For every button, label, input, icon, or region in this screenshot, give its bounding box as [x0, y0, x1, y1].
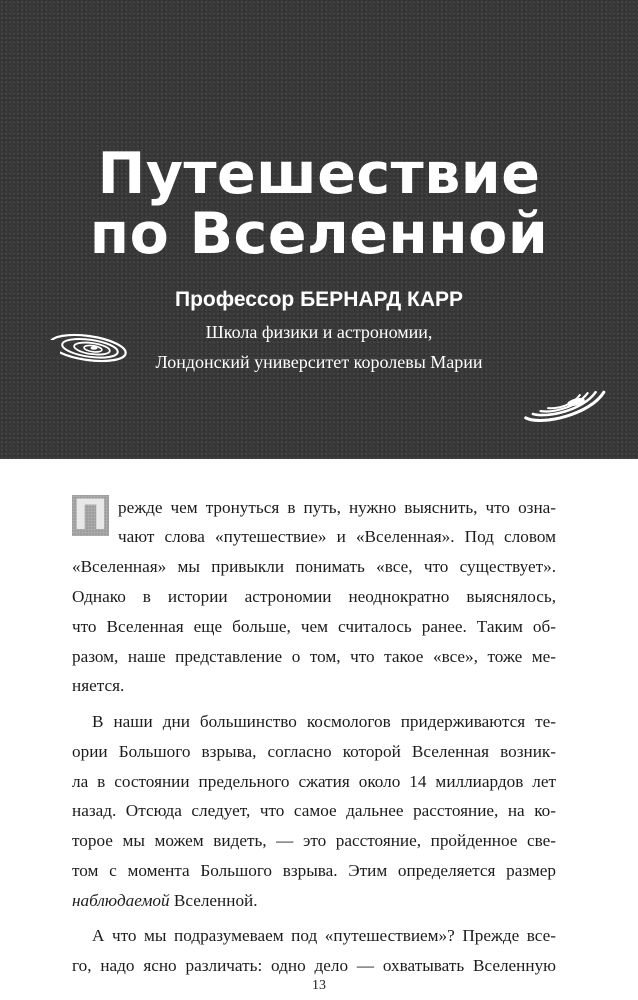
paragraph-2-line-6: том с момента Большого взрыва. Этим определяется размер [72, 861, 556, 880]
paragraph-1-line-4: Однако в истории астрономии неоднократно выяснялось, [72, 587, 556, 606]
italic-term: наблюдаемой [72, 891, 170, 910]
paragraph-1-line-2: чают слова «путешествие» и «Вселенная». Под словом [118, 527, 556, 546]
chapter-title-line-1: Путешествие [97, 141, 541, 207]
spiral-galaxy-icon [46, 327, 130, 369]
chapter-title-line-2: по Вселенной [89, 201, 549, 267]
paragraph-1-line-5: что Вселенная еще больше, чем считалось ранее. Таким об- [72, 617, 556, 636]
paragraph-2-line-7-rest: Вселенной. [169, 891, 258, 910]
paragraph-3-line-1: А что мы подразумеваем под «путешествием»? Прежде все- [92, 926, 556, 945]
paragraph-3-line-2: го, надо ясно различать: одно дело — охватывать Вселенную [72, 956, 556, 975]
paragraph-2-line-7 [72, 886, 556, 917]
paragraph-1-line-7: няется. [72, 676, 125, 695]
spiral-galaxy-icon [518, 384, 612, 428]
paragraph-1-line-6: разом, наше представление о том, что такое «все», тоже ме- [72, 647, 556, 666]
author-name: Профессор БЕРНАРД КАРР [174, 288, 463, 311]
affiliation-line-2: Лондонский университет королевы Марии [155, 352, 483, 372]
paragraph-2-line-5: торое мы можем видеть, — это расстояние, пройденное све- [72, 831, 556, 850]
paragraph-2-line-3: ла в состоянии предельного сжатия около 14 миллиардов лет [72, 772, 556, 791]
paragraph-2-line-4: назад. Отсюда следует, что самое дальнее расстояние, на ко- [72, 801, 556, 820]
page-number: 13 [312, 978, 326, 993]
dropcap-letter: П [72, 490, 109, 539]
paragraph-1-line-1: режде чем тронуться в путь, нужно выяснить, что озна- [118, 498, 556, 517]
paragraph-2-line-2: ории Большого взрыва, согласно которой Вселенная возник- [72, 742, 556, 761]
paragraph-2-line-1: В наши дни большинство космологов придерживаются те- [92, 712, 556, 731]
paragraph-1-line-3: «Вселенная» мы привыкли понимать «все, что существует». [72, 557, 556, 576]
affiliation-line-1: Школа физики и астрономии, [205, 322, 433, 342]
